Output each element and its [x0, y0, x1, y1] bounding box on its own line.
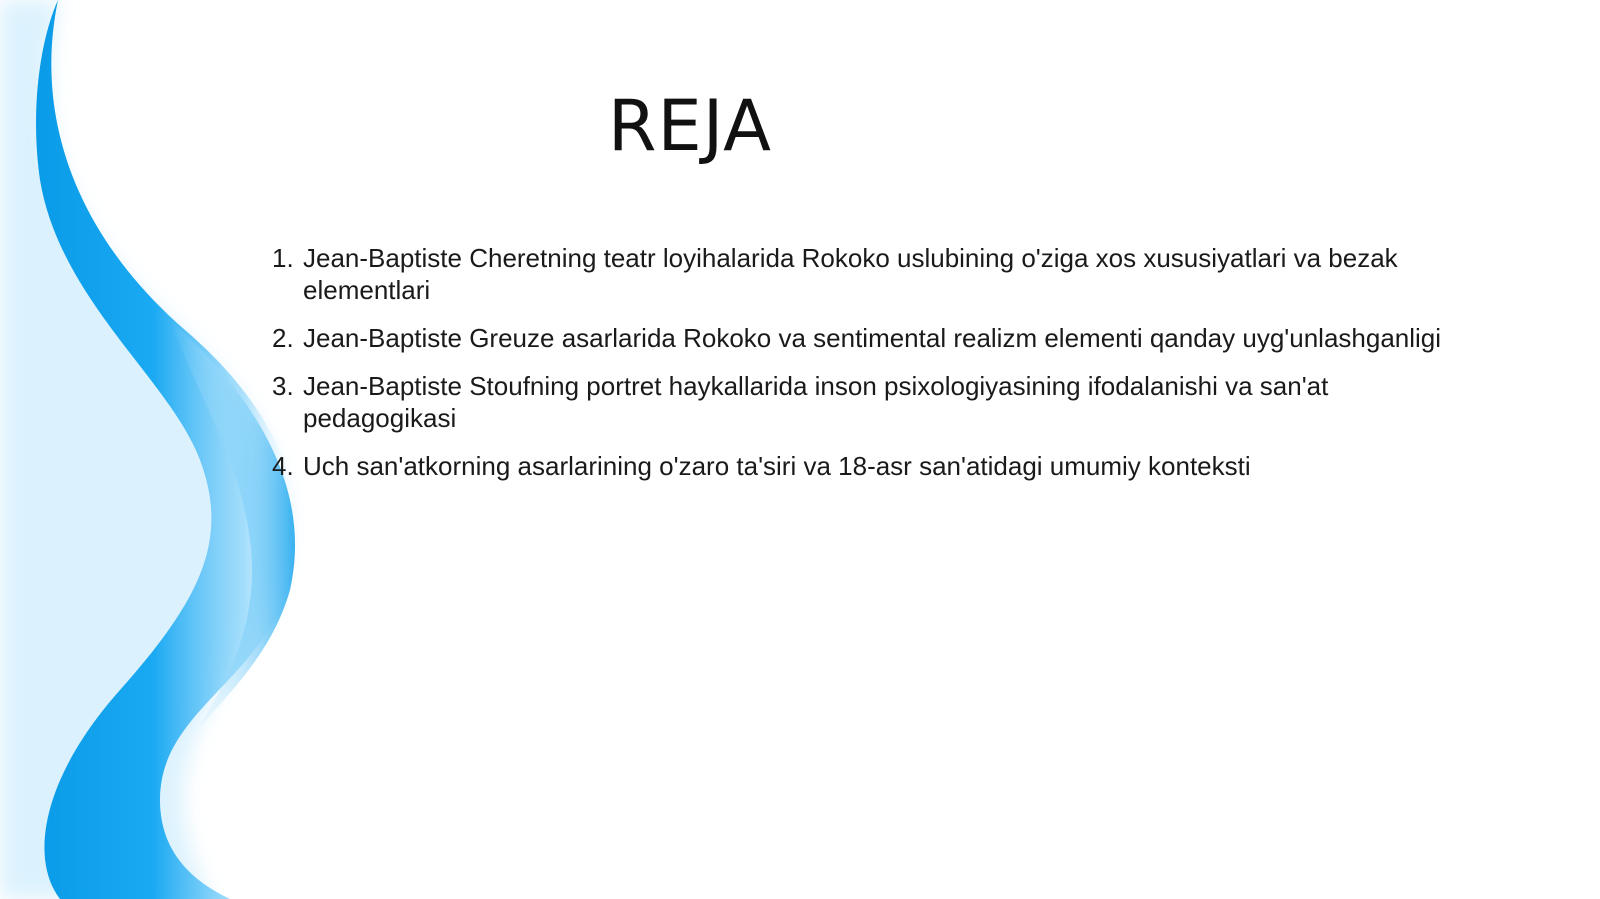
slide-title: REJA — [607, 85, 773, 167]
list-item-text: Jean-Baptiste Stoufning portret haykallarida inson psixologiyasining ifodalanishi va san'at pedagogikasi — [303, 371, 1329, 433]
list-item-text: Jean-Baptiste Cheretning teatr loyihalarida Rokoko uslubining o'ziga xos xususiyatlari va bezak elementlari — [303, 243, 1398, 305]
list-item-number: 3. — [272, 371, 294, 401]
list-item — [272, 450, 1472, 482]
list-item — [272, 370, 1472, 434]
list-item — [272, 242, 1472, 306]
list-item-number: 1. — [272, 243, 294, 273]
list-item — [272, 322, 1472, 354]
list-item-text: Jean-Baptiste Greuze asarlarida Rokoko va sentimental realizm elementi qanday uyg'unlashganligi — [303, 323, 1442, 353]
plan-list — [272, 242, 1472, 498]
list-item-text: Uch san'atkorning asarlarining o'zaro ta'siri va 18-asr san'atidagi umumiy konteksti — [303, 451, 1251, 481]
list-item-number: 2. — [272, 323, 294, 353]
list-item-number: 4. — [272, 451, 294, 481]
